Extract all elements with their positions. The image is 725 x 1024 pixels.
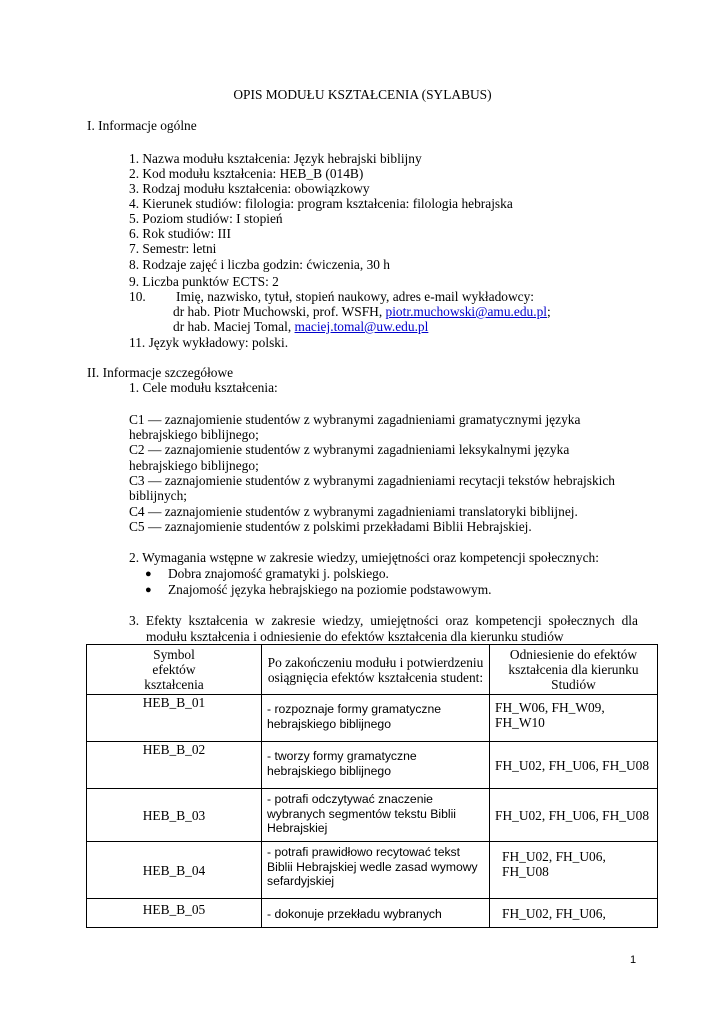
cell-reference: FH_U02, FH_U06, FH_U08 [490, 742, 658, 789]
heading-word: Efekty [145, 613, 182, 628]
bullet-icon: ● [145, 584, 152, 596]
info-item: 9. Liczba punktów ECTS: 2 [129, 274, 279, 289]
cell-symbol: HEB_B_04 [87, 842, 262, 899]
heading-word: 3. [129, 613, 140, 628]
goal-line: hebrajskiego biblijnego; [129, 427, 259, 442]
table-row [87, 842, 658, 899]
heading-word: społecznych [548, 613, 615, 628]
header-reference: Odniesienie do efektów kształcenia dla kierunku Studiów [490, 645, 658, 695]
info-item: 4. Kierunek studiów: filologia: program kształcenia: filologia hebrajska [129, 196, 513, 211]
effects-table [86, 644, 658, 928]
goal-line: C4 — zaznajomienie studentów z wybranymi zagadnieniami translatoryki biblijnej. [129, 504, 578, 519]
goal-line: C2 — zaznajomienie studentów z wybranymi zagadnieniami leksykalnymi języka [129, 442, 570, 457]
heading-word: kształcenia [188, 613, 248, 628]
lecturer-2-name: dr hab. Maciej Tomal, [173, 319, 295, 334]
lecturer-1-name: dr hab. Piotr Muchowski, prof. WSFH, [173, 304, 386, 319]
info-item: 6. Rok studiów: III [129, 226, 231, 241]
table-row [87, 742, 658, 789]
info-item-10-number: 10. [129, 289, 146, 304]
heading-word: w [254, 613, 265, 628]
cell-reference: FH_U02, FH_U06, [490, 899, 658, 928]
goal-line: C1 — zaznajomienie studentów z wybranymi zagadnieniami gramatycznymi języka [129, 412, 581, 427]
lecturer-2 [173, 319, 428, 335]
info-item-10-text: Imię, nazwisko, tytuł, stopień naukowy, adres e-mail wykładowcy: [176, 289, 534, 304]
heading-word: kompetencji [475, 613, 542, 628]
heading-word: umiejętności [370, 613, 439, 628]
cell-reference: FH_U02, FH_U06, FH_U08 [490, 842, 658, 899]
requirements-heading: 2. Wymagania wstępne w zakresie wiedzy, umiejętności oraz kompetencji społecznych: [129, 550, 599, 565]
cell-symbol: HEB_B_05 [87, 899, 262, 928]
section-2-heading: II. Informacje szczegółowe [87, 365, 234, 380]
requirement-item: Dobra znajomość gramatyki j. polskiego. [168, 566, 389, 581]
cell-reference: FH_U02, FH_U06, FH_U08 [490, 789, 658, 842]
table-row [87, 695, 658, 742]
header-symbol: Symbol efektów kształcenia [87, 645, 262, 695]
goal-line: C3 — zaznajomienie studentów z wybranymi zagadnieniami recytacji tekstów hebrajskich [129, 473, 615, 488]
info-item: 11. Język wykładowy: polski. [129, 335, 289, 350]
lecturer-1-suffix: ; [547, 304, 551, 319]
effects-heading-line-1 [129, 613, 638, 629]
heading-word: wiedzy, [322, 613, 364, 628]
heading-word: zakresie [271, 613, 316, 628]
page-number: 1 [630, 954, 637, 966]
effects-heading-line-2: modułu kształcenia i odniesienie do efektów kształcenia dla kierunku studiów [146, 629, 564, 644]
goal-line: hebrajskiego biblijnego; [129, 458, 259, 473]
table-row [87, 899, 658, 928]
cell-symbol: HEB_B_02 [87, 742, 262, 789]
goals-heading: 1. Cele modułu kształcenia: [129, 380, 278, 395]
table-row [87, 789, 658, 842]
cell-effect: - tworzy formy gramatyczne hebrajskiego biblijnego [262, 742, 490, 789]
info-item: 3. Rodzaj modułu kształcenia: obowiązkowy [129, 181, 370, 196]
document-title: OPIS MODUŁU KSZTAŁCENIA (SYLABUS) [233, 87, 492, 102]
bullet-icon: ● [145, 568, 152, 580]
info-item: 1. Nazwa modułu kształcenia: Język hebrajski biblijny [129, 151, 422, 166]
goal-line: C5 — zaznajomienie studentów z polskimi przekładami Biblii Hebrajskiej. [129, 519, 532, 534]
table-header-row [87, 645, 658, 695]
cell-effect: - rozpoznaje formy gramatyczne hebrajskiego biblijnego [262, 695, 490, 742]
cell-symbol: HEB_B_01 [87, 695, 262, 742]
heading-word: dla [621, 613, 638, 628]
info-item: 7. Semestr: letni [129, 241, 217, 256]
info-item: 8. Rodzaje zajęć i liczba godzin: ćwiczenia, 30 h [129, 257, 390, 272]
cell-effect: - potrafi odczytywać znaczenie wybranych segmentów tekstu Biblii Hebrajskiej [262, 789, 490, 842]
cell-effect: - potrafi prawidłowo recytować tekst Biblii Hebrajskiej wedle zasad wymowy sefardyjskiej [262, 842, 490, 899]
cell-effect: - dokonuje przekładu wybranych [262, 899, 490, 928]
requirement-item: Znajomość języka hebrajskiego na poziomie podstawowym. [168, 582, 492, 597]
lecturer-2-email-link[interactable]: maciej.tomal@uw.edu.pl [294, 319, 429, 334]
heading-word: oraz [445, 613, 469, 628]
goal-line: biblijnych; [129, 488, 188, 503]
header-effect: Po zakończeniu modułu i potwierdzeniu osiągnięcia efektów kształcenia student: [262, 645, 490, 695]
lecturer-1 [173, 304, 551, 320]
info-item: 2. Kod modułu kształcenia: HEB_B (014B) [129, 166, 364, 181]
cell-reference: FH_W06, FH_W09, FH_W10 [490, 695, 658, 742]
cell-symbol: HEB_B_03 [87, 789, 262, 842]
section-1-heading: I. Informacje ogólne [87, 118, 197, 133]
info-item: 5. Poziom studiów: I stopień [129, 211, 283, 226]
lecturer-1-email-link[interactable]: piotr.muchowski@amu.edu.pl [385, 304, 547, 319]
